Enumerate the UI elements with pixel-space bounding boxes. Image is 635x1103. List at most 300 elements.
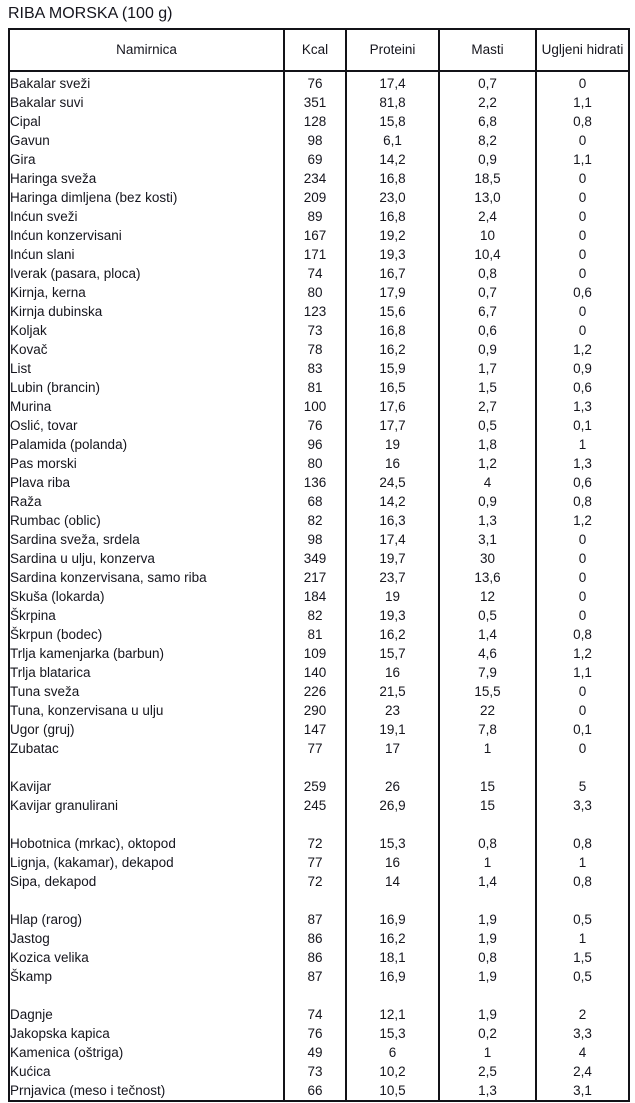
kcal-cell: 136 [284, 473, 346, 492]
table-row [9, 473, 629, 492]
table-row [9, 777, 629, 796]
masti-cell: 1 [439, 853, 536, 872]
table-row [9, 625, 629, 644]
proteini-cell: 17,4 [346, 71, 439, 93]
kcal-cell: 128 [284, 112, 346, 131]
masti-cell: 13,6 [439, 568, 536, 587]
kcal-cell: 147 [284, 720, 346, 739]
food-name-cell: Tuna, konzervisana u ulju [10, 703, 164, 718]
column-header-kcal: Kcal [284, 29, 346, 71]
proteini-cell: 16 [346, 454, 439, 473]
proteini-cell: 15,6 [346, 302, 439, 321]
kcal-cell: 73 [284, 321, 346, 340]
ugljeni-hidrati-cell: 5 [536, 777, 629, 796]
proteini-cell: 6,1 [346, 131, 439, 150]
food-name-cell: Koljak [10, 323, 47, 338]
ugljeni-hidrati-cell: 0 [536, 606, 629, 625]
kcal-cell: 80 [284, 283, 346, 302]
food-name-cell: Prnjavica (meso i tečnost) [10, 1083, 166, 1098]
table-row [9, 720, 629, 739]
proteini-cell: 16,8 [346, 207, 439, 226]
masti-cell: 1,3 [439, 511, 536, 530]
proteini-cell: 17,6 [346, 397, 439, 416]
column-header-ugljeni-hidrati: Ugljeni hidrati [536, 29, 629, 71]
ugljeni-hidrati-cell: 0,9 [536, 359, 629, 378]
table-row [9, 150, 629, 169]
masti-cell: 0,2 [439, 1024, 536, 1043]
food-name-cell: Inćun konzervisani [10, 228, 122, 243]
proteini-cell: 19,1 [346, 720, 439, 739]
proteini-cell: 16,5 [346, 378, 439, 397]
page-title: RIBA MORSKA (100 g) [8, 5, 173, 22]
header-row [9, 29, 629, 71]
table-row [9, 492, 629, 511]
table-row [9, 454, 629, 473]
food-name-cell: Škamp [10, 969, 53, 984]
kcal-cell: 73 [284, 1062, 346, 1081]
table-row [9, 112, 629, 131]
proteini-cell: 16,9 [346, 967, 439, 986]
ugljeni-hidrati-cell: 0 [536, 207, 629, 226]
food-name-cell: Murina [10, 399, 52, 414]
kcal-cell: 49 [284, 1043, 346, 1062]
proteini-cell: 10,5 [346, 1081, 439, 1101]
masti-cell: 7,9 [439, 663, 536, 682]
table-row [9, 321, 629, 340]
kcal-cell: 98 [284, 530, 346, 549]
masti-cell [439, 815, 536, 834]
ugljeni-hidrati-cell: 1 [536, 435, 629, 454]
masti-cell: 6,7 [439, 302, 536, 321]
proteini-cell: 16 [346, 853, 439, 872]
masti-cell: 1 [439, 1043, 536, 1062]
masti-cell [439, 891, 536, 910]
table-row [9, 872, 629, 891]
masti-cell: 6,8 [439, 112, 536, 131]
kcal-cell [284, 986, 346, 1005]
ugljeni-hidrati-cell: 0,8 [536, 834, 629, 853]
ugljeni-hidrati-cell: 0 [536, 682, 629, 701]
table-row [9, 93, 629, 112]
proteini-cell: 15,9 [346, 359, 439, 378]
food-name-cell: Haringa dimljena (bez kosti) [10, 190, 178, 205]
masti-cell: 1,9 [439, 967, 536, 986]
ugljeni-hidrati-cell: 0 [536, 530, 629, 549]
proteini-cell: 19,3 [346, 245, 439, 264]
ugljeni-hidrati-cell: 0,5 [536, 967, 629, 986]
food-name-cell: Iverak (pasara, ploca) [10, 266, 141, 281]
food-name-cell: Kozica velika [10, 950, 89, 965]
food-name-cell: Sardina sveža, srdela [10, 532, 140, 547]
ugljeni-hidrati-cell: 0,8 [536, 112, 629, 131]
masti-cell: 4 [439, 473, 536, 492]
kcal-cell: 74 [284, 264, 346, 283]
kcal-cell: 184 [284, 587, 346, 606]
ugljeni-hidrati-cell: 0 [536, 245, 629, 264]
food-name-cell: Skuša (lokarda) [10, 589, 105, 604]
kcal-cell: 77 [284, 853, 346, 872]
kcal-cell: 217 [284, 568, 346, 587]
proteini-cell: 16,2 [346, 929, 439, 948]
proteini-cell: 19,7 [346, 549, 439, 568]
kcal-cell: 77 [284, 739, 346, 758]
masti-cell: 1,3 [439, 1081, 536, 1101]
ugljeni-hidrati-cell: 1,5 [536, 948, 629, 967]
table-row [9, 511, 629, 530]
masti-cell: 0,7 [439, 283, 536, 302]
masti-cell: 2,5 [439, 1062, 536, 1081]
food-name-cell: Kavijar [10, 779, 52, 794]
ugljeni-hidrati-cell: 1,2 [536, 511, 629, 530]
proteini-cell: 26 [346, 777, 439, 796]
ugljeni-hidrati-cell: 0,6 [536, 473, 629, 492]
proteini-cell: 15,8 [346, 112, 439, 131]
table-row [9, 587, 629, 606]
food-name-cell [9, 758, 284, 777]
table-row [9, 1043, 629, 1062]
table-row [9, 929, 629, 948]
ugljeni-hidrati-cell: 0 [536, 701, 629, 720]
ugljeni-hidrati-cell: 0 [536, 169, 629, 188]
table-row [9, 701, 629, 720]
table-row [9, 245, 629, 264]
food-name-cell: Kućica [10, 1064, 51, 1079]
table-row [9, 302, 629, 321]
ugljeni-hidrati-cell: 0,5 [536, 910, 629, 929]
masti-cell: 1,9 [439, 1005, 536, 1024]
ugljeni-hidrati-cell: 0 [536, 587, 629, 606]
proteini-cell: 15,3 [346, 834, 439, 853]
table-row [9, 340, 629, 359]
food-name-cell: Kirnja, kerna [10, 285, 86, 300]
food-name-cell: Trlja kamenjarka (barbun) [10, 646, 165, 661]
ugljeni-hidrati-cell [536, 758, 629, 777]
proteini-cell: 16 [346, 663, 439, 682]
spacer-row [9, 986, 629, 1005]
kcal-cell: 68 [284, 492, 346, 511]
kcal-cell: 78 [284, 340, 346, 359]
table-row [9, 1062, 629, 1081]
kcal-cell: 86 [284, 948, 346, 967]
food-name-cell: Cipal [10, 114, 41, 129]
table-row [9, 1005, 629, 1024]
ugljeni-hidrati-cell: 0,8 [536, 625, 629, 644]
ugljeni-hidrati-cell: 0 [536, 568, 629, 587]
masti-cell: 2,2 [439, 93, 536, 112]
proteini-cell [346, 758, 439, 777]
food-name-cell: Trlja blatarica [10, 665, 91, 680]
food-name-cell: Kavijar granulirani [10, 798, 119, 813]
food-name-cell: Plava riba [10, 475, 71, 490]
table-row [9, 549, 629, 568]
proteini-cell: 17,4 [346, 530, 439, 549]
kcal-cell: 83 [284, 359, 346, 378]
kcal-cell: 76 [284, 71, 346, 93]
masti-cell: 1,7 [439, 359, 536, 378]
table-row [9, 948, 629, 967]
table-row [9, 226, 629, 245]
kcal-cell: 167 [284, 226, 346, 245]
kcal-cell: 123 [284, 302, 346, 321]
ugljeni-hidrati-cell: 1,1 [536, 93, 629, 112]
masti-cell: 15 [439, 777, 536, 796]
food-name-cell: List [10, 361, 32, 376]
food-name-cell: Raža [10, 494, 42, 509]
proteini-cell: 18,1 [346, 948, 439, 967]
masti-cell: 1,8 [439, 435, 536, 454]
food-name-cell: Sardina u ulju, konzerva [10, 551, 155, 566]
table-row [9, 796, 629, 815]
ugljeni-hidrati-cell: 2,4 [536, 1062, 629, 1081]
masti-cell: 0,9 [439, 150, 536, 169]
table-row [9, 682, 629, 701]
masti-cell: 0,9 [439, 492, 536, 511]
table-row [9, 71, 629, 93]
kcal-cell: 100 [284, 397, 346, 416]
ugljeni-hidrati-cell: 0 [536, 71, 629, 93]
table-row [9, 416, 629, 435]
ugljeni-hidrati-cell: 3,3 [536, 1024, 629, 1043]
proteini-cell [346, 986, 439, 1005]
proteini-cell: 15,3 [346, 1024, 439, 1043]
masti-cell: 0,8 [439, 948, 536, 967]
ugljeni-hidrati-cell [536, 815, 629, 834]
ugljeni-hidrati-cell: 0 [536, 302, 629, 321]
column-header-namirnica: Namirnica [9, 29, 284, 71]
ugljeni-hidrati-cell: 4 [536, 1043, 629, 1062]
masti-cell: 0,9 [439, 340, 536, 359]
table-row [9, 1081, 629, 1101]
food-name-cell: Sardina konzervisana, samo riba [10, 570, 207, 585]
proteini-cell: 15,7 [346, 644, 439, 663]
table-row [9, 188, 629, 207]
kcal-cell: 86 [284, 929, 346, 948]
food-name-cell: Kamenica (oštriga) [10, 1045, 124, 1060]
ugljeni-hidrati-cell: 0 [536, 131, 629, 150]
kcal-cell: 87 [284, 910, 346, 929]
masti-cell: 2,7 [439, 397, 536, 416]
kcal-cell: 226 [284, 682, 346, 701]
ugljeni-hidrati-cell: 0,1 [536, 720, 629, 739]
proteini-cell: 16,9 [346, 910, 439, 929]
food-name-cell: Zubatac [10, 741, 59, 756]
ugljeni-hidrati-cell: 0 [536, 188, 629, 207]
masti-cell: 0,5 [439, 606, 536, 625]
table-row [9, 397, 629, 416]
food-name-cell: Jakopska kapica [10, 1026, 110, 1041]
kcal-cell: 76 [284, 416, 346, 435]
kcal-cell: 96 [284, 435, 346, 454]
proteini-cell: 14,2 [346, 492, 439, 511]
food-name-cell [9, 891, 284, 910]
nutrition-table [8, 28, 630, 1102]
masti-cell: 1,9 [439, 929, 536, 948]
ugljeni-hidrati-cell: 1,2 [536, 340, 629, 359]
ugljeni-hidrati-cell: 0 [536, 739, 629, 758]
proteini-cell: 6 [346, 1043, 439, 1062]
kcal-cell: 87 [284, 967, 346, 986]
masti-cell: 8,2 [439, 131, 536, 150]
food-name-cell: Bakalar sveži [10, 76, 91, 91]
proteini-cell: 23 [346, 701, 439, 720]
kcal-cell: 89 [284, 207, 346, 226]
ugljeni-hidrati-cell: 1,3 [536, 454, 629, 473]
ugljeni-hidrati-cell: 0,6 [536, 378, 629, 397]
table-row [9, 1024, 629, 1043]
proteini-cell: 16,7 [346, 264, 439, 283]
proteini-cell: 24,5 [346, 473, 439, 492]
ugljeni-hidrati-cell [536, 986, 629, 1005]
food-name-cell: Inćun slani [10, 247, 75, 262]
masti-cell [439, 986, 536, 1005]
kcal-cell: 69 [284, 150, 346, 169]
table-row [9, 530, 629, 549]
food-name-cell: Lubin (brancin) [10, 380, 101, 395]
kcal-cell: 82 [284, 606, 346, 625]
table-row [9, 131, 629, 150]
kcal-cell: 245 [284, 796, 346, 815]
table-row [9, 644, 629, 663]
masti-cell: 3,1 [439, 530, 536, 549]
kcal-cell: 234 [284, 169, 346, 188]
kcal-cell: 109 [284, 644, 346, 663]
proteini-cell: 19,3 [346, 606, 439, 625]
kcal-cell: 72 [284, 872, 346, 891]
column-header-proteini: Proteini [346, 29, 439, 71]
masti-cell: 7,8 [439, 720, 536, 739]
table-row [9, 359, 629, 378]
ugljeni-hidrati-cell: 3,3 [536, 796, 629, 815]
food-name-cell: Pas morski [10, 456, 77, 471]
proteini-cell: 12,1 [346, 1005, 439, 1024]
proteini-cell: 19 [346, 587, 439, 606]
ugljeni-hidrati-cell: 3,1 [536, 1081, 629, 1101]
masti-cell: 1,4 [439, 625, 536, 644]
food-name-cell: Dagnje [10, 1007, 53, 1022]
table-header [9, 29, 629, 71]
proteini-cell: 17,9 [346, 283, 439, 302]
proteini-cell: 14 [346, 872, 439, 891]
table-row [9, 264, 629, 283]
ugljeni-hidrati-cell: 0,1 [536, 416, 629, 435]
food-name-cell: Rumbac (oblic) [10, 513, 101, 528]
table-row [9, 606, 629, 625]
proteini-cell: 16,8 [346, 321, 439, 340]
food-name-cell: Gira [10, 152, 36, 167]
masti-cell: 22 [439, 701, 536, 720]
kcal-cell: 259 [284, 777, 346, 796]
ugljeni-hidrati-cell: 0,8 [536, 872, 629, 891]
kcal-cell: 290 [284, 701, 346, 720]
kcal-cell: 81 [284, 378, 346, 397]
kcal-cell: 140 [284, 663, 346, 682]
kcal-cell: 76 [284, 1024, 346, 1043]
ugljeni-hidrati-cell: 1,2 [536, 644, 629, 663]
spacer-row [9, 758, 629, 777]
spacer-row [9, 815, 629, 834]
food-name-cell: Jastog [10, 931, 50, 946]
kcal-cell [284, 815, 346, 834]
masti-cell [439, 758, 536, 777]
proteini-cell: 23,7 [346, 568, 439, 587]
masti-cell: 13,0 [439, 188, 536, 207]
proteini-cell [346, 891, 439, 910]
masti-cell: 1,2 [439, 454, 536, 473]
proteini-cell: 14,2 [346, 150, 439, 169]
proteini-cell: 10,2 [346, 1062, 439, 1081]
food-name-cell: Ugor (gruj) [10, 722, 75, 737]
kcal-cell: 80 [284, 454, 346, 473]
food-name-cell: Inćun sveži [10, 209, 78, 224]
proteini-cell [346, 815, 439, 834]
kcal-cell: 98 [284, 131, 346, 150]
proteini-cell: 19 [346, 435, 439, 454]
food-name-cell: Tuna sveža [10, 684, 80, 699]
masti-cell: 0,5 [439, 416, 536, 435]
kcal-cell [284, 758, 346, 777]
table-row [9, 739, 629, 758]
masti-cell: 0,7 [439, 71, 536, 93]
table-row [9, 207, 629, 226]
kcal-cell: 349 [284, 549, 346, 568]
masti-cell: 1,4 [439, 872, 536, 891]
ugljeni-hidrati-cell: 0,8 [536, 492, 629, 511]
kcal-cell: 351 [284, 93, 346, 112]
masti-cell: 15 [439, 796, 536, 815]
food-name-cell: Kovač [10, 342, 48, 357]
masti-cell: 2,4 [439, 207, 536, 226]
masti-cell: 12 [439, 587, 536, 606]
proteini-cell: 16,2 [346, 340, 439, 359]
ugljeni-hidrati-cell: 0,6 [536, 283, 629, 302]
table-row [9, 568, 629, 587]
ugljeni-hidrati-cell: 0 [536, 321, 629, 340]
table-row [9, 910, 629, 929]
food-name-cell: Bakalar suvi [10, 95, 84, 110]
kcal-cell: 81 [284, 625, 346, 644]
ugljeni-hidrati-cell: 2 [536, 1005, 629, 1024]
masti-cell: 0,6 [439, 321, 536, 340]
proteini-cell: 21,5 [346, 682, 439, 701]
masti-cell: 15,5 [439, 682, 536, 701]
ugljeni-hidrati-cell: 1,3 [536, 397, 629, 416]
food-name-cell: Hlap (rarog) [10, 912, 83, 927]
food-name-cell [9, 815, 284, 834]
masti-cell: 1,9 [439, 910, 536, 929]
table-row [9, 378, 629, 397]
ugljeni-hidrati-cell: 1,1 [536, 663, 629, 682]
food-name-cell: Lignja, (kakamar), dekapod [10, 855, 174, 870]
masti-cell: 18,5 [439, 169, 536, 188]
column-header-masti: Masti [439, 29, 536, 71]
ugljeni-hidrati-cell: 1 [536, 929, 629, 948]
food-name-cell: Sipa, dekapod [10, 874, 97, 889]
table-row [9, 834, 629, 853]
table-row [9, 967, 629, 986]
proteini-cell: 81,8 [346, 93, 439, 112]
food-name-cell: Hobotnica (mrkac), oktopod [10, 836, 176, 851]
spacer-row [9, 891, 629, 910]
food-name-cell: Škrpina [10, 608, 56, 623]
food-name-cell: Škrpun (bodec) [10, 627, 103, 642]
masti-cell: 10,4 [439, 245, 536, 264]
kcal-cell: 72 [284, 834, 346, 853]
proteini-cell: 16,2 [346, 625, 439, 644]
masti-cell: 0,8 [439, 264, 536, 283]
food-name-cell: Oslić, tovar [10, 418, 78, 433]
proteini-cell: 16,3 [346, 511, 439, 530]
food-name-cell: Kirnja dubinska [10, 304, 103, 319]
